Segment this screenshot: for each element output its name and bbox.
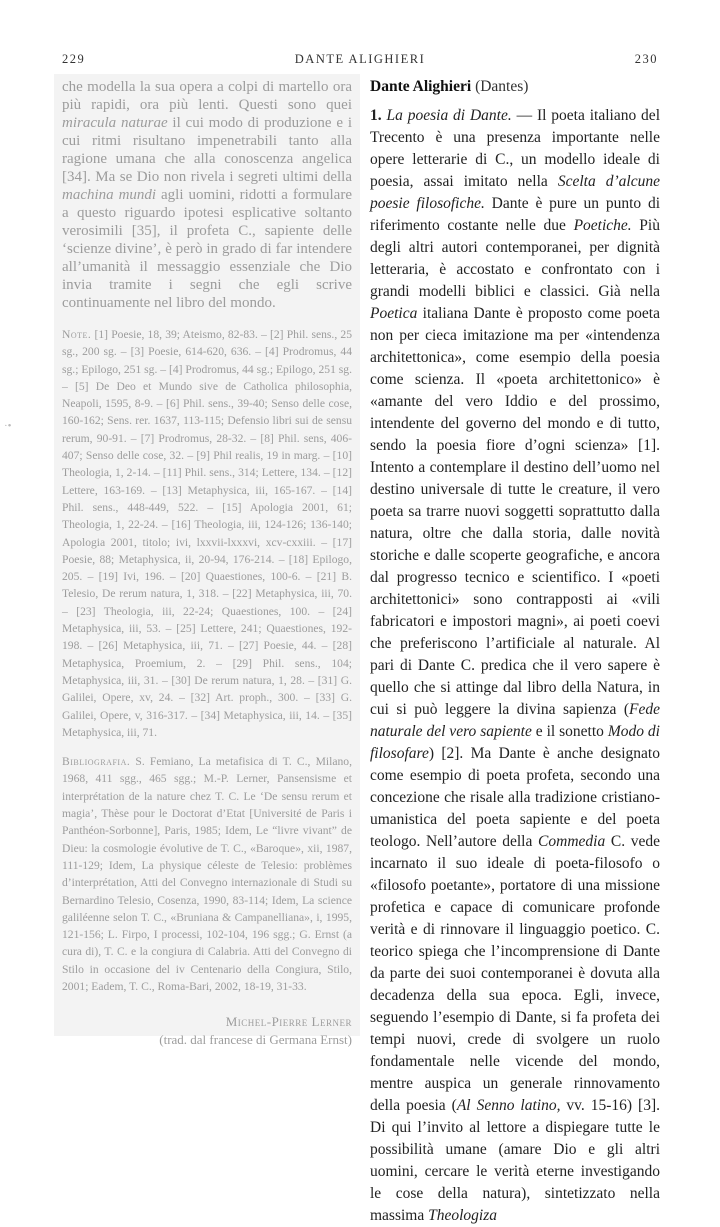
running-title: DANTE ALIGHIERI: [294, 52, 426, 66]
bibliography-label: Bibliografia.: [62, 755, 131, 769]
left-body-text: che modella la sua opera a colpi di martello ora più rapidi, ora più lenti. Questi sono quei miracula naturae il cui modo di produzione e i cui ritmi risultano impenetrabili tanto alla ragione umana che alla conoscenza angelica [34]. Ma se Dio non rivela i segreti ultimi della machina mundi agli uomini, ridotti a formulare a questo riguardo ipotesi esplicative soltanto verosimili [35], il profeta C., sapiente delle ‘scienze divine’, è però in grado di far intendere all’umanità il messaggio essenziale che Dio invia tramite i segni che egli scrive continuamente nel libro del mondo.: [62, 79, 352, 311]
right-column: [370, 76, 660, 1227]
entry-heading: Dante Alighieri (Dantes): [370, 78, 529, 95]
bibliography-block: [62, 753, 352, 995]
entry-body: 1. La poesia di Dante. — Il poeta italiano del Trecento è una presenza importante nelle opere letterarie di C., un modello ideale di poesia, assai imitato nella Scelta d’alcune poesie filosofiche. Dante è pure un punto di riferimento costante nelle due Poetiche. Più degli altri autori contemporanei, per dignità letteraria, è accostato e confrontato con i grandi modelli biblici e classici. Già nella Poetica italiana Dante è proposto come poeta non per cieca imitazione ma per «intendenza architettonica», come esempio della poesia come scienza. Il «poeta architettonico» è «amante del vero Iddio e del prossimo, intendente del governo del mondo e di tutto, sendo la poesia fiore d’ogni scienza» [1]. Intento a contemplare il destino dell’uomo nel destino universale di tutte le creature, il vero poeta sa trarre nuovi soggetti soprattutto dalla natura, oltre che dalla storia, dalle novità storiche e dalle scoperte geografiche, e ancora dal progresso tecnico e scientifico. I «poeti architettonici» sono contrapposti ai «vili fabricatori e impostori magni», ai poeti coevi che preferiscono l’artificiale al naturale. Al pari di Dante C. predica che il vero sapere è quello che si attinge dal libro della Natura, in cui si può leggere la divina sapienza (Fede naturale del vero sapiente e il sonetto Modo di filosofare) [2]. Ma Dante è anche designato come esempio di poeta profeta, secondo una concezione che risale alla tradizione cristiano-umanistica del poeta sapiente e del poeta teologo. Nell’autore della Commedia C. vede incarnato il suo ideale di poeta-filosofo o «filosofo poetante», portatore di una missione profetica e capace di comunicare profonde verità e di rinnovare il linguaggio poetico. C. teorico spiega che l’incomprensione di Dante da parte dei suoi contemporanei è dovuta alla decadenza della sua epoca. Egli, invece, seguendo l’esempio di Dante, si fa profeta dei tempi nuovi, crede di svolgere un ruolo fondamentale nelle vicende del mondo, mentre auspica un generale rinnovamento della poesia (Al Senno latino, vv. 15-16) [3]. Di qui l’invito al lettore a dispiegare tutte le possibilità umane (amare Dio e gli altri uomini, cercare le verità eterne investigando le cose della natura), sintetizzato nella massima Theologiza: [370, 107, 661, 1224]
entry-heading-variant: (Dantes): [475, 78, 529, 95]
margin-mark: ·•: [4, 420, 12, 432]
signature: [62, 1013, 352, 1049]
page-number-left: 229: [62, 52, 86, 66]
section-title: La poesia di Dante.: [386, 107, 512, 124]
left-column-faded: [54, 74, 360, 1048]
notes-label: Note.: [62, 328, 92, 341]
section-number: 1.: [370, 107, 382, 124]
notes-block: [62, 326, 352, 741]
translator-note: (trad. dal francese di Germana Ernst): [159, 1032, 352, 1048]
bibliography-text: S. Femiano, La metafisica di T. C., Milano, 1968, 411 sgg., 465 sgg.; M.-P. Lerner, Pansensisme et interprétation de la nature chez T. C. Le ‘De sensu rerum et magia’, Thèse pour le Doctorat d’Etat [Université de Paris i Panthéon-Sorbonne], Paris, 1985; Idem, Le “livre vivant” de Dieu: la cosmologie évolutive de T. C., «Baroque», xii, 1987, 111-129; Idem, La physique céleste de Telesio: problèmes d’interprétation, Atti del Convegno internazionale di Studi su Bernardino Telesio, Cosenza, 1990, 83-114; Idem, La science galiléenne selon T. C., «Bruniana & Campanelliana», i, 1995, 121-156; L. Firpo, I processi, 102-104, 196 sgg.; G. Ernst (a cura di), T. C. e la congiura di Calabria. Atti del Convegno di Stilo in occasione del iv Centenario della Congiura, Stilo, 2001; Eadem, T. C., Roma-Bari, 2002, 18-19, 31-33.: [62, 755, 352, 993]
author-name: Michel-Pierre Lerner: [225, 1014, 352, 1030]
page-number-right: 230: [634, 52, 658, 66]
notes-text: [1] Poesie, 18, 39; Ateismo, 82-83. – [2] Phil. sens., 25 sg., 200 sg. – [3] Poesie, 614-620, 636. – [4] Prodromus, 44 sg.; Epilogo, 251 sg. – [4] Prodromus, 44 sg.; Epilogo, 251 sg. – [5] De Deo et Mundo sive de Catholica philosophia, Neapoli, 1595, 8-9. – [6] Phil. sens., 39-40; Senso delle cose, 160-162; Sens. rer. 1637, 113-115; Defensio libri sui de sensu rerum, 90-91. – [7] Prodromus, 28-32. – [8] Phil. sens, 406-407; Senso delle cose, 32. – [9] Phil realis, 19 in marg. – [10] Theologia, 1, 2-14. – [11] Phil. sens., 314; Lettere, 134. – [12] Lettere, 163-169. – [13] Metaphysica, iii, 165-167. – [14] Phil. sens., 448-449, 522. – [15] Apologia 2001, 61; Theologia, 1, 22-24. – [16] Theologia, iii, 124-126; 136-140; Apologia 2001, titolo; ivi, lxxvii-lxxxvi, xcv-cxxiii. – [17] Poesie, 88; Metaphysica, ii, 20-94, 176-214. – [18] Epilogo, 205. – [19] Ivi, 196. – [20] Quaestiones, 100-6. – [21] B. Telesio, De rerum natura, 1, 318. – [22] Metaphysica, iii, 70. – [23] Theologia, iii, 22-24; Quaestiones, 100. – [24] Metaphysica, iii, 53. – [25] Lettere, 241; Quaestiones, 192-198. – [26] Metaphysica, iii, 71. – [27] Poesie, 44. – [28] Metaphysica, Proemium, 2. – [29] Phil. sens., 104; Metaphysica, iii, 31. – [30] De rerum natura, 1, 28. – [31] G. Galilei, Opere, xv, 24. – [32] Art. proph., 300. – [33] G. Galilei, Opere, v, 316-317. – [34] Metaphysica, iii, 14. – [35] Metaphysica, iii, 71.: [62, 328, 352, 739]
running-header: [62, 52, 658, 70]
